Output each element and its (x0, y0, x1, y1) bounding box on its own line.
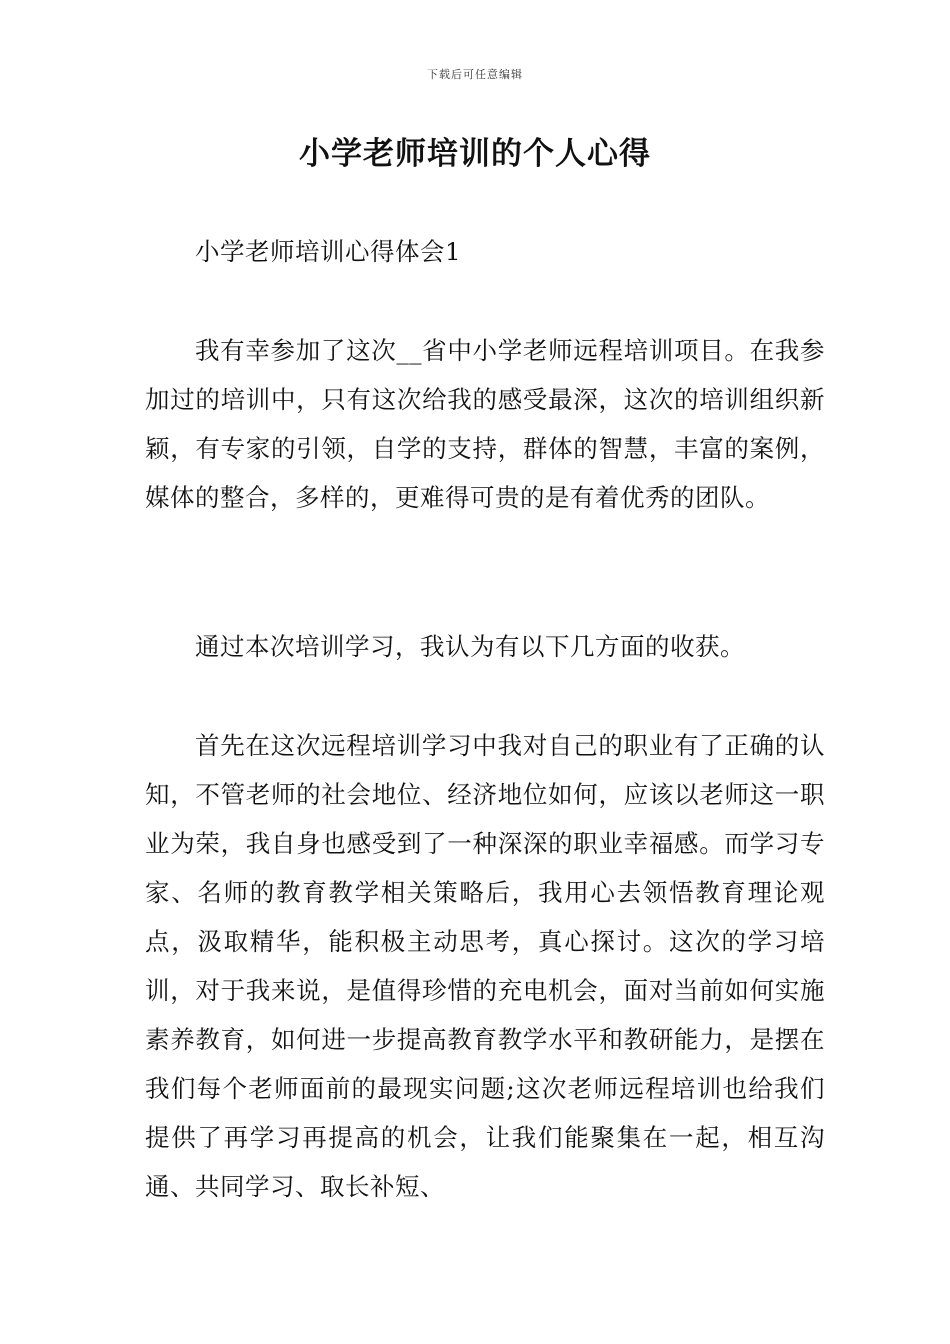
paragraph-2: 通过本次培训学习，我认为有以下几方面的收获。 (195, 632, 745, 661)
paragraph-3: 首先在这次远程培训学习中我对自己的职业有了正确的认知，不管老师的社会地位、经济地位如何，应该以老师这一职业为荣，我自身也感受到了一种深深的职业幸福感。而学习专家、名师的教育教学相关策略后，我用心去领悟教育理论观点，汲取精华，能积极主动思考，真心探讨。这次的学习培训，对于我来说，是值得珍惜的充电机会，面对当前如何实施素养教育，如何进一步提高教育教学水平和教研能力，是摆在我们每个老师面前的最现实问题;这次老师远程培训也给我们提供了再学习再提高的机会，让我们能聚集在一起，相互沟通、共同学习、取长补短、 (145, 731, 825, 1201)
document-title: 小学老师培训的个人心得 (299, 136, 651, 172)
section-subtitle: 小学老师培训心得体会1 (195, 237, 462, 266)
header-note: 下载后可任意编辑 (427, 68, 523, 81)
paragraph-1: 我有幸参加了这次__省中小学老师远程培训项目。在我参加过的培训中，只有这次给我的感受最深，这次的培训组织新颖，有专家的引领，自学的支持，群体的智慧，丰富的案例，媒体的整合，多样的，更难得可贵的是有着优秀的团队。 (145, 336, 825, 512)
